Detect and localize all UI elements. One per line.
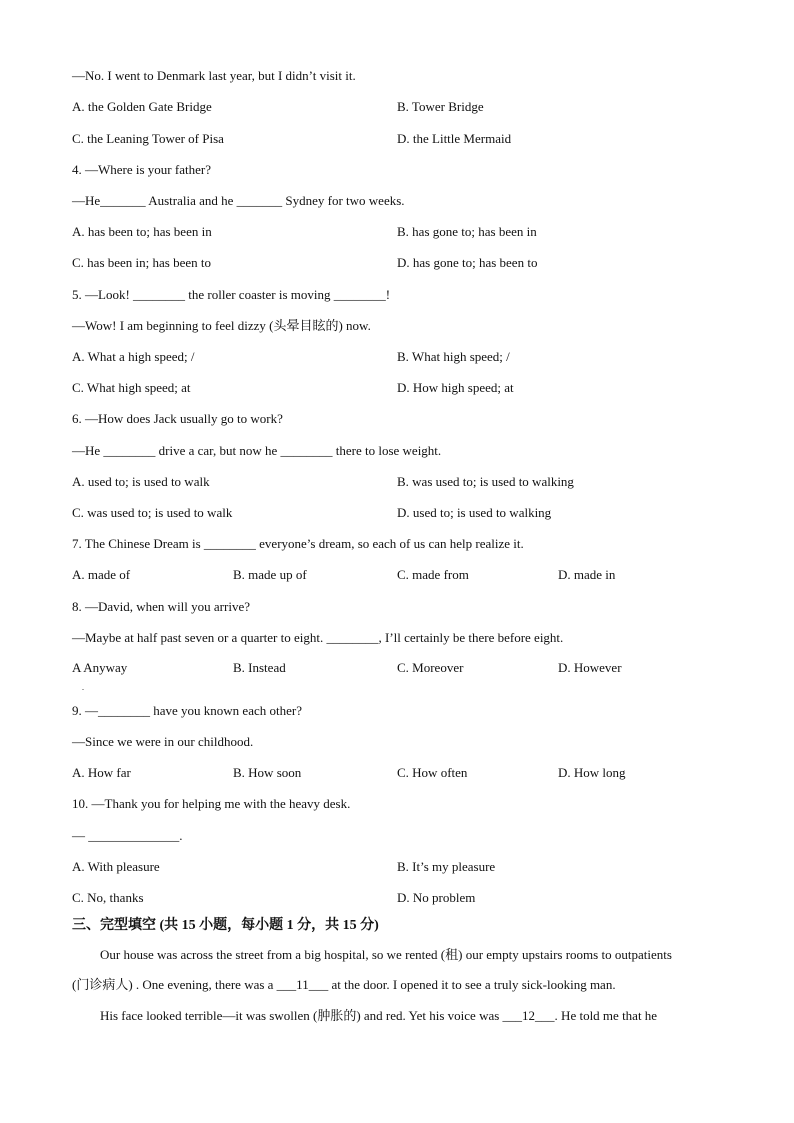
q6-option-a: A. used to; is used to walk: [72, 474, 210, 489]
q6-line2: —He ________ drive a car, but now he ________ there to lose weight.: [72, 443, 442, 458]
cloze-paragraph-1-line-1: Our house was across the street from a big hospital, so we rented (租) our empty upstairs rooms to outpatients: [100, 947, 672, 962]
q8-line2: —Maybe at half past seven or a quarter to eight. ________, I’ll certainly be there before eight.: [72, 630, 564, 645]
q10-option-c: C. No, thanks: [72, 890, 144, 905]
q4-option-c: C. has been in; has been to: [72, 255, 211, 270]
q4-stem: 4. —Where is your father?: [72, 162, 211, 177]
q9-option-c: C. How often: [397, 765, 468, 780]
q7-option-a: A. made of: [72, 567, 131, 582]
q3-option-c: C. the Leaning Tower of Pisa: [72, 131, 224, 146]
q7-option-d: D. made in: [558, 567, 616, 582]
q10-option-a: A. With pleasure: [72, 859, 160, 874]
q8-option-d: D. However: [558, 660, 622, 675]
q6-option-c: C. was used to; is used to walk: [72, 505, 233, 520]
q10-line2: — ______________.: [72, 828, 183, 843]
q4-option-a: A. has been to; has been in: [72, 224, 212, 239]
cloze-paragraph-1-line-2: (门诊病人) . One evening, there was a ___11___ at the door. I opened it to see a truly sick-looking man.: [72, 977, 616, 992]
q3-option-b: B. Tower Bridge: [397, 99, 484, 114]
q9-line2: —Since we were in our childhood.: [72, 734, 254, 749]
q10-stem: 10. —Thank you for helping me with the heavy desk.: [72, 796, 351, 811]
q4-option-b: B. has gone to; has been in: [397, 224, 537, 239]
q5-line2: —Wow! I am beginning to feel dizzy (头晕目眩的) now.: [72, 318, 371, 333]
q8-option-a: A Anyway: [72, 660, 128, 675]
q8-option-c: C. Moreover: [397, 660, 464, 675]
q9-option-a: A. How far: [72, 765, 131, 780]
q5-stem: 5. —Look! ________ the roller coaster is moving ________!: [72, 287, 391, 302]
q10-option-d: D. No problem: [397, 890, 476, 905]
q3-answer-line: —No. I went to Denmark last year, but I didn’t visit it.: [72, 68, 356, 83]
section-3-heading: 三、完型填空 (共 15 小题，每小题 1 分，共 15 分): [72, 918, 379, 933]
q4-option-d: D. has gone to; has been to: [397, 255, 538, 270]
q4-line2: —He_______ Australia and he _______ Sydney for two weeks.: [72, 193, 405, 208]
q9-option-b: B. How soon: [233, 765, 302, 780]
q3-option-a: A. the Golden Gate Bridge: [72, 99, 212, 114]
q9-stem: 9. —________ have you known each other?: [72, 703, 302, 718]
q9-option-d: D. How long: [558, 765, 626, 780]
cloze-paragraph-2-line-1: His face looked terrible—it was swollen (肿胀的) and red. Yet his voice was ___12___. He told me that he: [100, 1008, 658, 1023]
q5-option-a: A. What a high speed; /: [72, 349, 195, 364]
q5-option-b: B. What high speed; /: [397, 349, 510, 364]
q8-option-a-dot: .: [82, 683, 84, 692]
q7-option-c: C. made from: [397, 567, 469, 582]
q3-option-d: D. the Little Mermaid: [397, 131, 512, 146]
q7-stem: 7. The Chinese Dream is ________ everyone’s dream, so each of us can help realize it.: [72, 536, 524, 551]
q10-option-b: B. It’s my pleasure: [397, 859, 496, 874]
q6-option-b: B. was used to; is used to walking: [397, 474, 574, 489]
q5-option-d: D. How high speed; at: [397, 380, 514, 395]
q6-option-d: D. used to; is used to walking: [397, 505, 552, 520]
q7-option-b: B. made up of: [233, 567, 307, 582]
q6-stem: 6. —How does Jack usually go to work?: [72, 411, 283, 426]
q8-option-b: B. Instead: [233, 660, 286, 675]
q5-option-c: C. What high speed; at: [72, 380, 191, 395]
q8-stem: 8. —David, when will you arrive?: [72, 599, 250, 614]
